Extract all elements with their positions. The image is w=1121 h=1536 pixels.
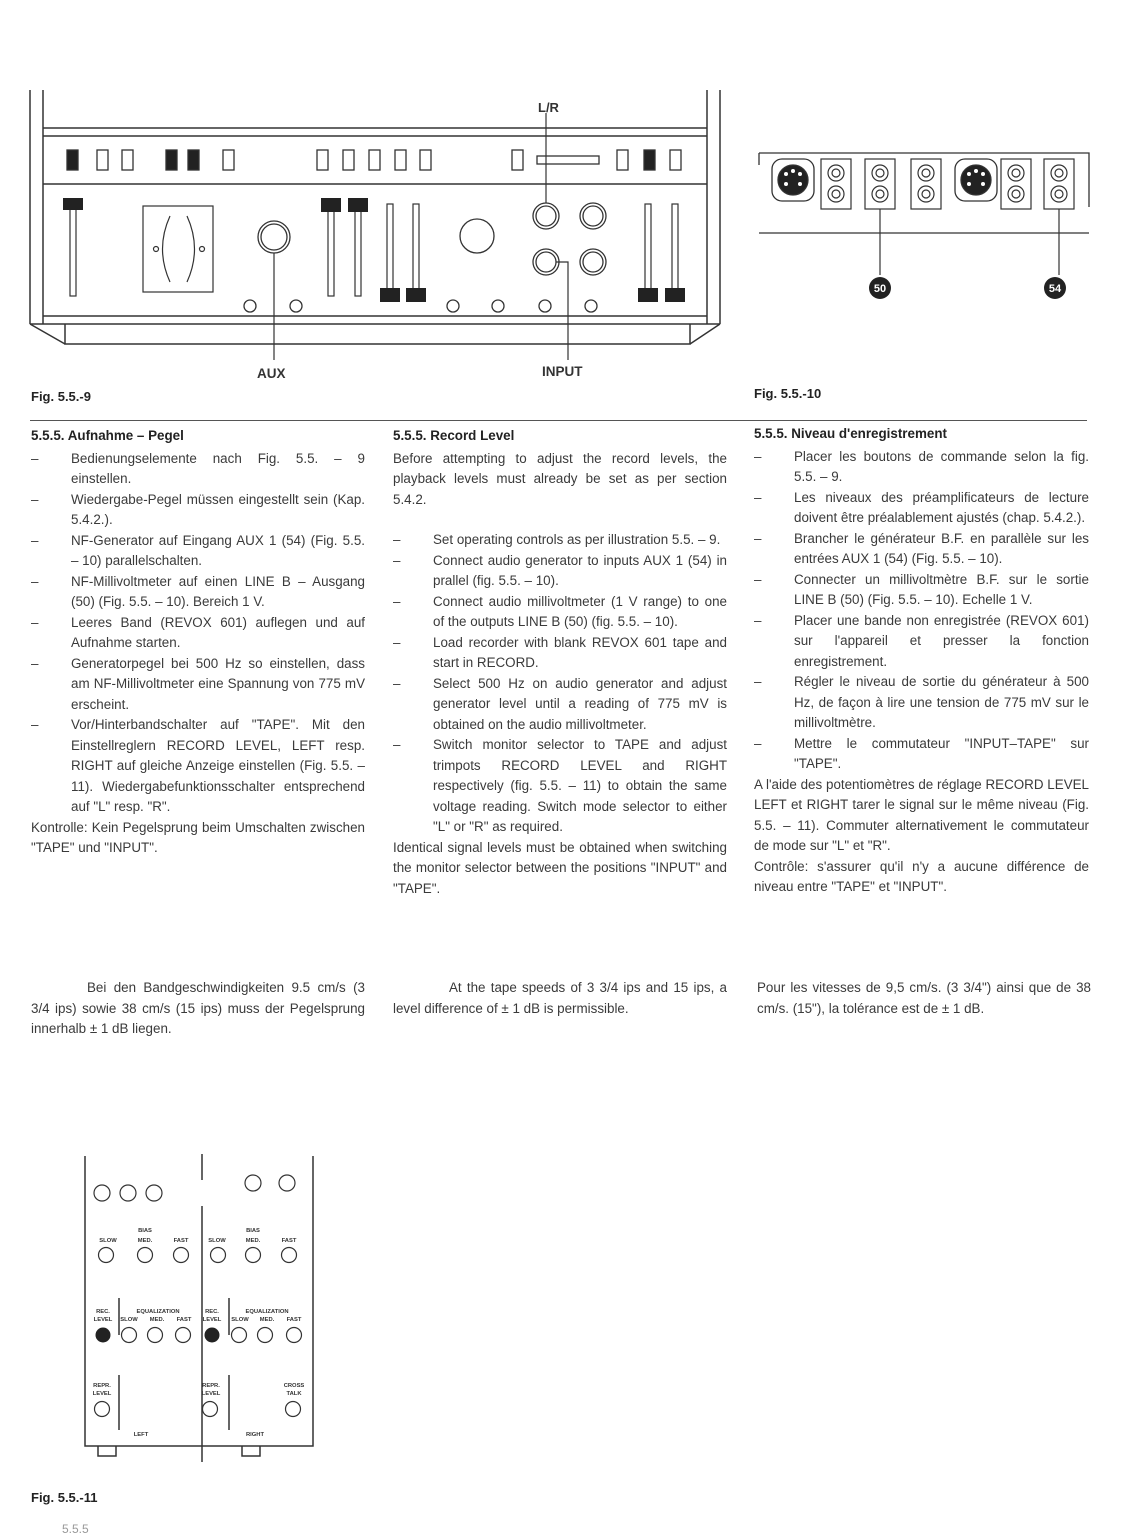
caption-fig-5-5-11: Fig. 5.5.-11 [31, 1490, 98, 1505]
identical-english: Identical signal levels must be obtained when switching the monitor selector between the positions "INPUT" and "TAPE". [393, 839, 727, 896]
list-item: – Vor/Hinterbandschalter auf "TAPE". Mit den Einstellreglern RECORD LEVEL, LEFT resp. RIGHT auf gleiche Anzeige einstellen (Fig. 5.5. – 11). Wiedergabefunktionsschalter entsprechend auf "L" resp. "R". [31, 717, 365, 814]
label-med-eq-left: MED. [149, 1317, 165, 1323]
label-slow-right: SLOW [208, 1238, 226, 1244]
caption-fig-5-5-9: Fig. 5.5.-9 [31, 389, 91, 404]
label-input: INPUT [542, 364, 583, 379]
list-item: – Generatorpegel bei 500 Hz so einstellen, dass am NF-Millivoltmeter eine Spannung von 775 mV erscheint. [31, 655, 365, 712]
label-fast-right: FAST [281, 1238, 297, 1244]
column-french [754, 424, 1089, 898]
list-item: – Régler le niveau de sortie du générateur à 500 Hz, de façon à lire une tension de 775 mV sur le millivoltmètre. [754, 674, 1089, 730]
label-slow-eq-right: SLOW [231, 1317, 249, 1323]
label-fast-left: FAST [173, 1238, 189, 1244]
label-rec-left: REC. [96, 1309, 110, 1315]
note-english: At the tape speeds of 3 3/4 ips and 15 ips, a level difference of ± 1 dB is permissible. [393, 980, 727, 1016]
label-repr-level-right: LEVEL [201, 1391, 221, 1397]
list-item: – Connect audio generator to inputs AUX 1 (54) in prallel (fig. 5.5. – 10). [393, 552, 727, 588]
heading-english: 5.5.5. Record Level [393, 428, 515, 443]
heading-french: 5.5.5. Niveau d'enregistrement [754, 426, 947, 441]
list-item: – Les niveaux des préamplificateurs de lecture doivent être préalablement ajustés (chap. 5.4.2.). [754, 489, 1089, 525]
label-bias-right: BIAS [246, 1228, 260, 1234]
caption-fig-5-5-10: Fig. 5.5.-10 [754, 386, 822, 401]
label-slow-eq-left: SLOW [120, 1317, 138, 1323]
note-french: Pour les vitesses de 9,5 cm/s. (3 3/4") ainsi que de 38 cm/s. (15"), la tolérance est de ± 1 dB. [757, 980, 1091, 1016]
list-item: – Placer les boutons de commande selon la fig. 5.5. – 9. [754, 448, 1089, 484]
list-item: – Connecter un millivoltmètre B.F. sur le sortie LINE B (50) (Fig. 5.5. – 10). Echelle 1 V. [754, 571, 1089, 607]
list-item: – Select 500 Hz on audio generator and adjust generator level until a reading of 775 mV is obtained on the audio millivoltmeter. [393, 675, 727, 732]
column-german [31, 426, 365, 859]
marker-54: 54 [1048, 283, 1062, 295]
column-english [393, 426, 727, 899]
label-repr-level-left: LEVEL [92, 1391, 112, 1397]
label-talk: TALK [286, 1391, 302, 1397]
label-aux: AUX [257, 366, 286, 381]
figure-5-5-10 [755, 145, 1095, 305]
check-german: Kontrolle: Kein Pegelsprung beim Umschalten zwischen "TAPE" und "INPUT". [31, 819, 365, 855]
label-cross: CROSS [283, 1383, 305, 1389]
list-item: – Connect audio millivoltmeter (1 V range) to one of the outputs LINE B (50) (fig. 5.5. – 10). [393, 593, 727, 629]
label-rec-right: REC. [205, 1309, 219, 1315]
label-bias-left: BIAS [138, 1228, 152, 1234]
label-med-right: MED. [245, 1238, 261, 1244]
heading-german: 5.5.5. Aufnahme – Pegel [31, 428, 184, 443]
list-item: – Mettre le commutateur "INPUT–TAPE" sur "TAPE". [754, 735, 1089, 771]
intro-english: Before attempting to adjust the record levels, the playback levels must already be set as per section 5.4.2. [393, 450, 727, 507]
para-french: A l'aide des potentiomètres de réglage RECORD LEVEL LEFT et RIGHT tarer le signal sur le même niveau (Fig. 5.5. – 11). Commuter alternativement le commutateur de mode sur "L" et "R". [754, 776, 1089, 853]
figure-5-5-9 [25, 88, 725, 388]
list-item: – NF-Generator auf Eingang AUX 1 (54) (Fig. 5.5. – 10) parallelschalten. [31, 532, 365, 568]
list-item: – Switch monitor selector to TAPE and adjust trimpots RECORD LEVEL and RIGHT respectively (fig. 5.5. – 11) to obtain the same voltage reading. Switch mode selector to either "L" or "R" as required. [393, 737, 727, 834]
label-level-left: LEVEL [93, 1317, 113, 1323]
label-repr-right: REPR. [202, 1383, 220, 1389]
page-reference: 5.5.5 [62, 1522, 89, 1536]
list-item: – Placer une bande non enregistrée (REVOX 601) sur l'appareil et presser la fonction enregistrement. [754, 612, 1089, 669]
list-item: – Load recorder with blank REVOX 601 tape and start in RECORD. [393, 634, 727, 670]
label-level-right: LEVEL [202, 1317, 222, 1323]
label-fast-eq-left: FAST [176, 1317, 192, 1323]
list-item: – Brancher le générateur B.F. en parallèle sur les entrées AUX 1 (54) (Fig. 5.5. – 10). [754, 530, 1089, 566]
label-med-eq-right: MED. [259, 1317, 275, 1323]
label-repr-left: REPR. [93, 1383, 111, 1389]
list-item: – Wiedergabe-Pegel müssen eingestellt sein (Kap. 5.4.2.). [31, 491, 365, 527]
check-french: Contrôle: s'assurer qu'il n'y a aucune différence de niveau entre "TAPE" et "INPUT". [754, 858, 1089, 894]
list-item: – Bedienungselemente nach Fig. 5.5. – 9 einstellen. [31, 450, 365, 486]
label-slow-left: SLOW [99, 1238, 117, 1244]
section-divider [30, 420, 1087, 421]
label-right: RIGHT [245, 1432, 265, 1438]
list-item: – Leeres Band (REVOX 601) auflegen und auf Aufnahme starten. [31, 614, 365, 650]
label-fast-eq-right: FAST [286, 1317, 302, 1323]
marker-50: 50 [873, 283, 887, 295]
list-item: – NF-Millivoltmeter auf einen LINE B – Ausgang (50) (Fig. 5.5. – 10). Bereich 1 V. [31, 573, 365, 609]
label-eq-left: EQUALIZATION [136, 1309, 180, 1315]
label-left: LEFT [133, 1432, 149, 1438]
label-eq-right: EQUALIZATION [245, 1309, 289, 1315]
note-german: Bei den Bandgeschwindigkeiten 9.5 cm/s (3 3/4 ips) sowie 38 cm/s (15 ips) muss der Pegelsprung innerhalb ± 1 dB liegen. [31, 980, 365, 1036]
label-lr: L/R [538, 100, 559, 115]
figure-5-5-11 [82, 1150, 322, 1465]
list-item: – Set operating controls as per illustration 5.5. – 9. [393, 532, 721, 547]
label-med-left: MED. [137, 1238, 153, 1244]
